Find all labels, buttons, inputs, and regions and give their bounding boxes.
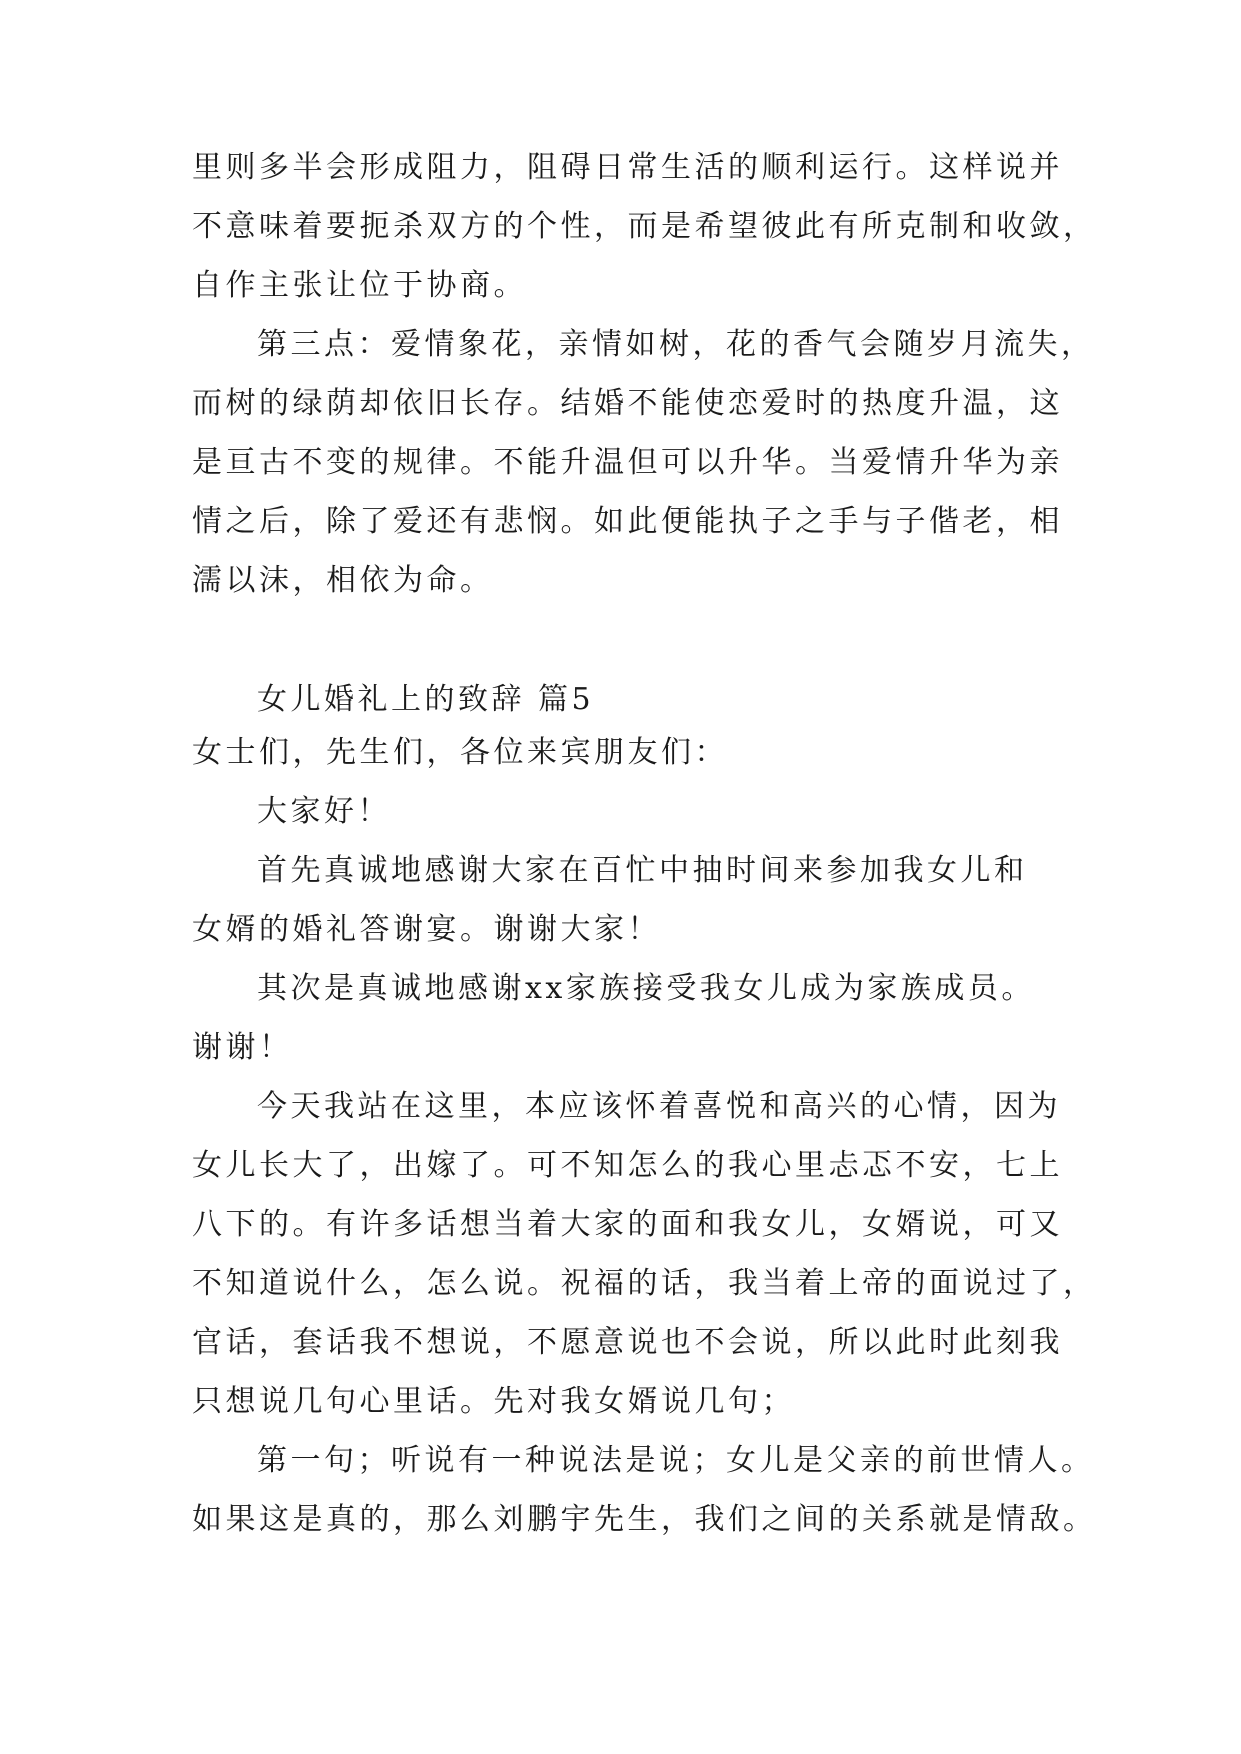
text-line: 今天我站在这里，本应该怀着喜悦和高兴的心情，因为 — [257, 1089, 1061, 1124]
text-line: 是亘古不变的规律。不能升温但可以升华。当爱情升华为亲 — [192, 445, 1063, 480]
text-line: 濡以沫，相依为命。 — [192, 563, 494, 598]
text-line: 如果这是真的，那么刘鹏宇先生，我们之间的关系就是情敌。 — [192, 1502, 1097, 1537]
section-heading: 女儿婚礼上的致辞 篇5 — [257, 682, 595, 717]
text-line: 不意味着要扼杀双方的个性，而是希望彼此有所克制和收敛， — [192, 209, 1097, 244]
text-line: 第一句；听说有一种说法是说；女儿是父亲的前世情人。 — [257, 1443, 1095, 1478]
salutation: 女士们，先生们，各位来宾朋友们： — [192, 735, 728, 770]
text-line: 情之后，除了爱还有悲悯。如此便能执子之手与子偕老，相 — [192, 504, 1063, 539]
text-line: 其次是真诚地感谢xx家族接受我女儿成为家族成员。 — [257, 971, 1035, 1006]
text-line: 不知道说什么，怎么说。祝福的话，我当着上帝的面说过了， — [192, 1266, 1097, 1301]
greeting: 大家好！ — [257, 794, 391, 829]
text-line: 女婿的婚礼答谢宴。谢谢大家！ — [192, 912, 661, 947]
text-line: 谢谢！ — [192, 1030, 293, 1065]
paragraph-third-point: 第三点：爱情象花，亲情如树，花的香气会随岁月流失， — [257, 327, 1095, 362]
text-line: 只想说几句心里话。先对我女婿说几句； — [192, 1384, 795, 1419]
text-line: 女儿长大了，出嫁了。可不知怎么的我心里忐忑不安，七上 — [192, 1148, 1063, 1183]
text-line: 八下的。有许多话想当着大家的面和我女儿，女婿说，可又 — [192, 1207, 1063, 1242]
text-line: 首先真诚地感谢大家在百忙中抽时间来参加我女儿和 — [257, 853, 1028, 888]
text-line: 而树的绿荫却依旧长存。结婚不能使恋爱时的热度升温，这 — [192, 386, 1063, 421]
text-line: 里则多半会形成阻力，阻碍日常生活的顺利运行。这样说并 — [192, 150, 1063, 185]
text-line: 自作主张让位于协商。 — [192, 268, 527, 303]
text-line: 官话，套话我不想说，不愿意说也不会说，所以此时此刻我 — [192, 1325, 1063, 1360]
